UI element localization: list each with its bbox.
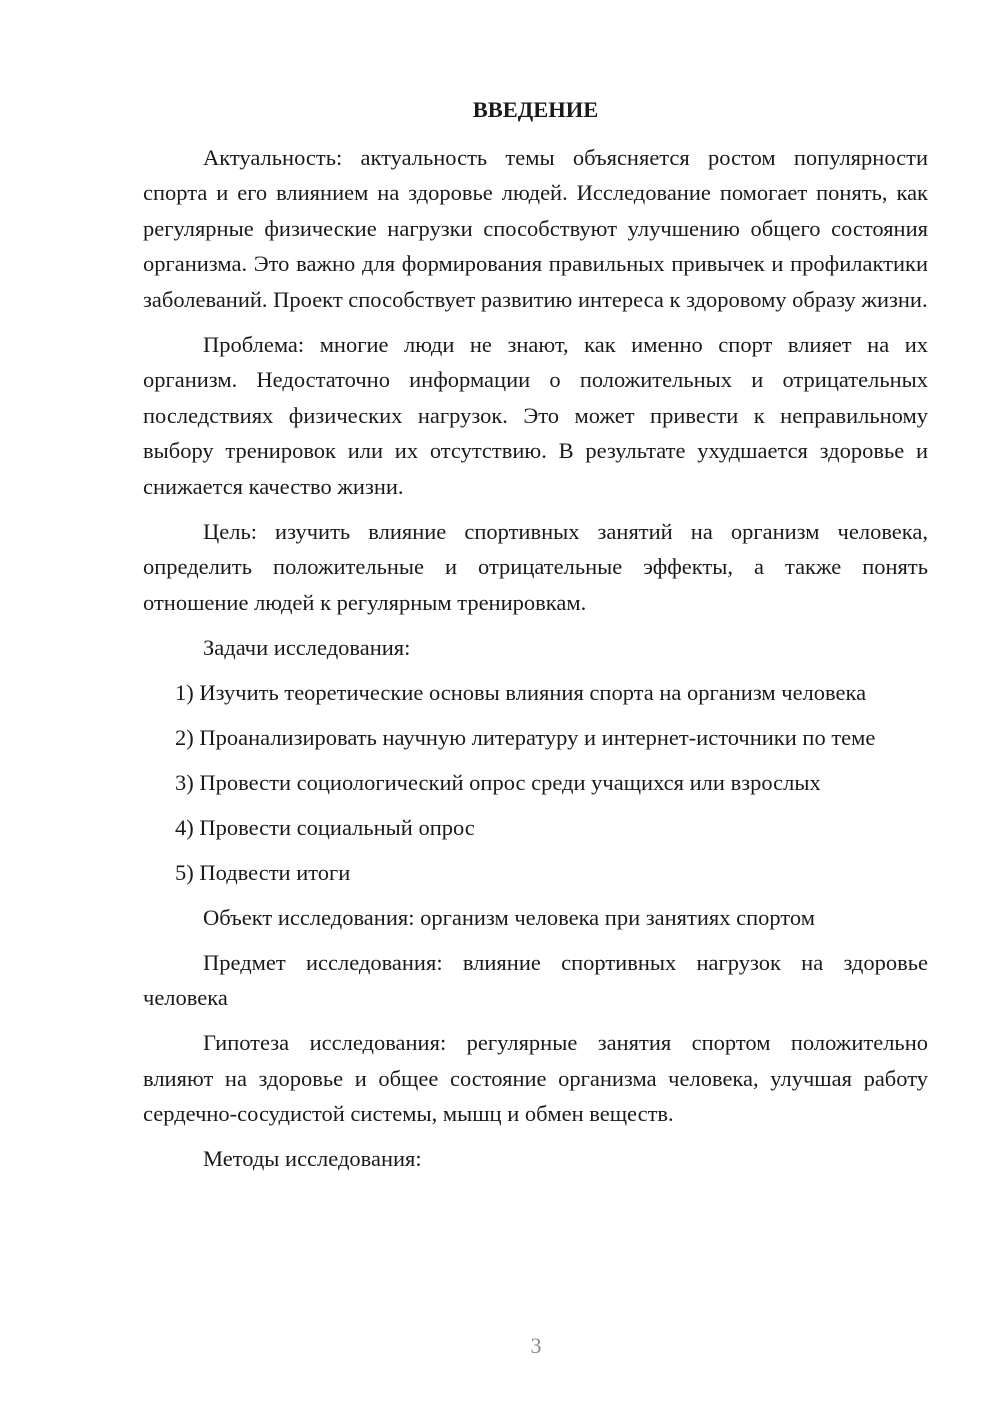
page-number: 3 <box>530 1333 542 1358</box>
task-item-5: 5) Подвести итоги <box>175 859 351 885</box>
page-content <box>143 92 928 1186</box>
task-item-4: 4) Провести социальный опрос <box>175 814 475 840</box>
paragraph-hypothesis: Гипотеза исследования: регулярные занятия спортом положительно влияют на здоровье и общее состояние организма человека, улучшая работу сердечно-сосудистой системы, мышц и обмен веществ. <box>143 1030 928 1126</box>
page-title: ВВЕДЕНИЕ <box>472 97 599 122</box>
task-item-3: 3) Провести социологический опрос среди учащихся или взрослых <box>175 769 821 795</box>
paragraph-relevance: Актуальность: актуальность темы объясняется ростом популярности спорта и его влиянием на здоровье людей. Исследование помогает понять, как регулярные физические нагрузки способствуют улучшению общего состояния организма. Это важно для формирования правильных привычек и профилактики заболеваний. Проект способствует развитию интереса к здоровому образу жизни. <box>143 144 928 312</box>
task-item-2: 2) Проанализировать научную литературу и интернет-источники по теме <box>175 724 876 750</box>
methods-heading: Методы исследования: <box>203 1146 422 1171</box>
paragraph-problem: Проблема: многие люди не знают, как именно спорт влияет на их организм. Недостаточно информации о положительных и отрицательных последствиях физических нагрузок. Это может привести к неправильному выбору тренировок или их отсутствию. В результате ухудшается здоровье и снижается качество жизни. <box>143 331 928 499</box>
paragraph-object: Объект исследования: организм человека при занятиях спортом <box>203 904 815 930</box>
paragraph-subject: Предмет исследования: влияние спортивных нагрузок на здоровье человека <box>143 949 928 1010</box>
task-item-1: 1) Изучить теоретические основы влияния спорта на организм человека <box>175 679 867 705</box>
tasks-heading: Задачи исследования: <box>203 634 411 660</box>
paragraph-goal: Цель: изучить влияние спортивных занятий на организм человека, определить положительные и отрицательные эффекты, а также понять отношение людей к регулярным тренировкам. <box>143 518 928 615</box>
